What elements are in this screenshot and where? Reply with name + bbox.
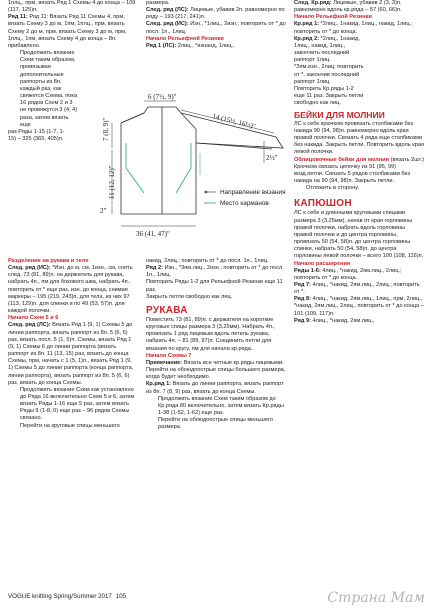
dim-sleeve: 14 (15½, 16½)" xyxy=(211,112,257,131)
page-footer xyxy=(8,593,126,600)
row-label: След. ряд (ИС): xyxy=(8,265,53,272)
dim-bottom-width: 36 (41, 47)" xyxy=(136,230,170,238)
page-number: 105 xyxy=(115,593,127,600)
section-heading: Облицовочные бейки для молнии xyxy=(294,156,390,163)
row-label: Ряд 7: xyxy=(294,281,313,288)
column-3 xyxy=(294,0,424,325)
text-line: Закрыть петли свободно как лиц. xyxy=(146,293,233,300)
row-label: Кр.ряд 1: xyxy=(294,21,321,28)
dim-left-upper: 7 (8, 9)" xyxy=(102,117,110,141)
dim-left-lower: 11 (12, 12)" xyxy=(108,165,116,199)
text-span: Лицевые, убавив 2п. равномерно по ряду – 193 (217, 241)п. xyxy=(146,7,287,21)
text-line xyxy=(146,381,286,395)
text-span: *2лиц., 1накид, 1лиц., накид, 1лиц.; повторить от * до конца. xyxy=(294,21,415,35)
text-span: Лицевые, убавив 2 (3, 3)п. равномерно вдоль кр.ряда – 57 (60, 66)п. xyxy=(294,0,404,14)
text-line xyxy=(146,7,286,21)
text-line: Повторить Кр.ряды 1-2 еще 11 раз. Закрыть петли свободно как лиц. xyxy=(294,85,365,107)
text-line xyxy=(146,43,286,50)
text-line xyxy=(146,265,286,279)
text-line xyxy=(294,282,424,296)
text-line xyxy=(8,322,138,386)
row-label: Ряд 1 (ЛС): xyxy=(146,42,178,49)
text-line xyxy=(294,318,424,325)
section-heading: Начало расширения xyxy=(294,260,351,267)
row-label: Ряд 9: xyxy=(294,317,313,324)
text-span: *2лиц., 1накид, 1лиц., накид, 1лиц., закончить последний раппорт 1лиц. xyxy=(294,35,362,64)
text-line: Продолжить вязание Схем таким образом, провязывая дополнительные раппорты из 8п. каждый раз, как свяжется Схема, пока 16 рядов Схем 2 и 3 не провяжутся 3 (4, 4) раза, затем вязать еще xyxy=(20,50,79,128)
text-span: Вязать до линии раппорта, вязать раппорт из 8п. 7 (8, 9) раз, вязать до конца Схемы. xyxy=(146,381,286,395)
text-line: Крючком связать цепочку из 91 (95, 99) возд.петли. Связать 5 рядов столбиками без накида на 90 (94, 98)п. Закрыть петли. xyxy=(294,163,412,185)
text-span: 4лиц., *накид, 2ям.лиц., 1лиц., прм, 2лиц., *накид, 2ям.лиц., 2лиц., повторить от * до конца – 101 (109, 117)п. xyxy=(294,296,426,317)
text-span: Вязать все четные кр.ряды лицевыми. Перейти на обоюдоострые спицы большего размера, когда будет необходимо. xyxy=(146,359,287,381)
section-heading: Начало Схемы 7 xyxy=(146,352,192,359)
text-line xyxy=(294,0,424,14)
pocket-right xyxy=(176,143,191,193)
row-label: След. ряд (ЛС): xyxy=(146,7,191,14)
garment-schematic xyxy=(66,93,291,253)
text-line: Перейти на круговые спицы меньшего xyxy=(20,422,120,429)
text-line: Отложить в сторону. xyxy=(306,185,360,192)
section-heading: Начало Рельефной Резинки xyxy=(146,35,224,42)
watermark: Страна Мам xyxy=(327,590,425,606)
row-label: Ряд 2: xyxy=(146,265,165,272)
text-span: 4лиц., *накид, 2ям.лиц., 2лиц.; повторить от * до конца. xyxy=(294,267,404,281)
text-span: 2лиц., *изнанд, 1лиц., xyxy=(177,42,235,49)
legend-pockets: Место карманов xyxy=(220,200,269,207)
row-label: След. ряд (ЛС): xyxy=(8,322,53,329)
sleeve-bottom xyxy=(196,143,272,149)
row-label: След. Кр.ряд: xyxy=(294,0,334,6)
column-2-top xyxy=(146,0,286,50)
text-line: Продолжить вязание Схем таким образом до Кр.ряда 80 включительно, затем вязать Кр.ряды 1-38 (1-52, 1-62) еще раз. xyxy=(158,395,286,416)
text-line xyxy=(8,14,138,50)
text-line: раз Ряды 1-15 (1-7, 1-15) – 325 (365, 405)п. xyxy=(8,128,65,142)
magazine-name: VOGUE knitting Spring/Summer 2017 xyxy=(8,593,112,600)
text-line xyxy=(294,36,364,65)
dim-cuff: 2½" xyxy=(266,154,278,162)
row-label: Ряд 11: xyxy=(8,14,30,21)
left-shoulder xyxy=(121,113,144,123)
row-label: Кр.ряд 1: xyxy=(146,381,173,388)
legend-direction: Направление вязания xyxy=(220,189,286,196)
text-line xyxy=(294,21,424,35)
text-span: *Изн. до м, см. 1изн., см, снять след. 73 (81, 89)п. на держатель для рукава, набрать 4п., пм для бокового шва, набрать 4п., повторить от * еще раз, изн. до конца, снимая маркеры – 195 (219, 243)п. для тела, из них 97 (113, 129)п. для спинки и по 49 (53, 57)п. для каждой полочки. xyxy=(8,265,135,315)
text-line xyxy=(146,360,286,381)
section-title-sleeves: РУКАВА xyxy=(146,304,188,316)
dim-left-small: 2" xyxy=(100,207,107,215)
text-span: Ряд 11: Вязать Ряд 11 Схемы 4, прм, вязать Схему 3 до м, 1пм, 1плц., прм, вязать Схему 2 до м, прм, вязать Схему 3 до м, прм, 1плц., 1пм, вязать Схему 4 до конца – 8п. прибавлено. xyxy=(8,14,129,49)
column-1-bottom xyxy=(8,258,138,430)
text-line: *Зям.изн., 2лиц; повторить от *, закончив последний раппорт 1лиц. xyxy=(294,64,366,85)
text-line: ЛС к себе крючком провязать столбиками без накида 90 (94, 98)п. равномерно вдоль края правой полочки. Связать 4 ряда еще столбиками без накида. Закрыть петли. Повторить вдоль края левой полочки. xyxy=(294,120,426,156)
row-label: Примечание: xyxy=(146,359,184,366)
body-outline xyxy=(121,107,196,214)
text-line xyxy=(294,157,424,164)
row-label: Ряды 1-6: xyxy=(294,267,323,274)
text-line: Поместить 73 (81, 89)п. с держателя на короткие круговые спицы размера 3 (3,25мм). Набрать 4п., провязать 1 ряд лицевым вдоль петель рукава, набрать 4п. – 81 (89, 97)п. Соединить петли для вязания по кругу, пм для начала кр.ряда. xyxy=(146,316,277,352)
text-line: накид, 2лиц.; повторить от * до посл. 1п., 1лиц. xyxy=(146,258,269,264)
text-span: Изн., *3ям.лиц., 2изн.; повторить от * до посл. 1п., 1лиц. xyxy=(146,265,286,279)
text-line xyxy=(8,265,138,315)
column-2-bottom xyxy=(146,258,286,431)
text-span: Вязать Ряд 1 (9, 1) Схемы 5 до линии раппорта, вязать раппорт из 8п. 5 (6, 6) раз, вязать посл. 5 (1, 5)п. Схемы, вязать Ряд 1 (9, 1) Схемы 6 до линии раппорта (вязать раппорт из 8п. 11 (13, 15) раз, вязать до конца Схемы, прм, начать с 1 (5, 1)п., вязать Ряд 1 (9, 1) Схемы 5 до линии раппорта (конца раппорта, линии раппорта), вязать раппорт из 8п. 5 (6, 6) раз, вязать до конца Схемы. xyxy=(8,322,135,386)
section-title-hood: КАПЮШОН xyxy=(294,198,352,210)
text-span: 4лиц., *накид, 2ям.лиц., 2лиц.; повторить от *. xyxy=(294,281,422,296)
text-line: размера. xyxy=(146,0,170,6)
text-span: 4лиц., *накид, 2ям.лиц., xyxy=(312,317,375,324)
row-label: Ряд 8: xyxy=(294,296,313,303)
text-line xyxy=(146,21,286,35)
dim-top-width: 6 (7½, 9)" xyxy=(148,93,177,101)
text-line: Повторить Ряды 1-2 для Рельефной Резинки еще 11 раз. xyxy=(146,279,285,293)
text-line: 1плц., прм, вязать Ряд 1 Схемы 4 до конца – 109 (117, 125)п. xyxy=(8,0,137,14)
section-heading: Начало Схем 5 и 6 xyxy=(8,315,59,322)
text-span: Изн., *1лиц., 2изн.; повторить от * до посл. 1п., 1лиц. xyxy=(146,21,288,35)
pocket-left xyxy=(126,143,144,193)
row-label: Кр.ряд 2: xyxy=(294,35,321,42)
text-line: ЛС к себе и длинными круговыми спицами размера 3 (3,25мм), начав от края горловины правой полочки, набрать вдоль горловины правой полочки и до центра горловины, провязать 50 (54, 58)п. до центра горловины спинки, набрать 50 (54, 58)п. до центра горловины левой полочки – всего 100 (108, 116)п. xyxy=(294,210,424,260)
section-title-placket: БЕЙКИ ДЛЯ МОЛНИИ xyxy=(294,110,385,121)
row-label: След. ряд (ИС): xyxy=(146,21,191,28)
text-line: Продолжить вязание Схем как установлено до Ряда 16 включительно Схем 5 и 6, затем вязать Ряды 1-16 еще 5 раз, затем вязать Ряды 9 (1-8, 0) еще раз – 96 рядов Схемы связано. xyxy=(20,386,136,422)
text-line: Перейти на обоюдоострые спицы меньшего размера. xyxy=(158,417,275,431)
section-heading: Начало Рельефной Резинки xyxy=(294,14,372,21)
text-line xyxy=(294,296,424,317)
section-heading: Разделение на рукава и тело xyxy=(8,258,89,264)
text-line xyxy=(294,268,424,282)
text-span: (вязать 2шт.) xyxy=(390,156,425,163)
